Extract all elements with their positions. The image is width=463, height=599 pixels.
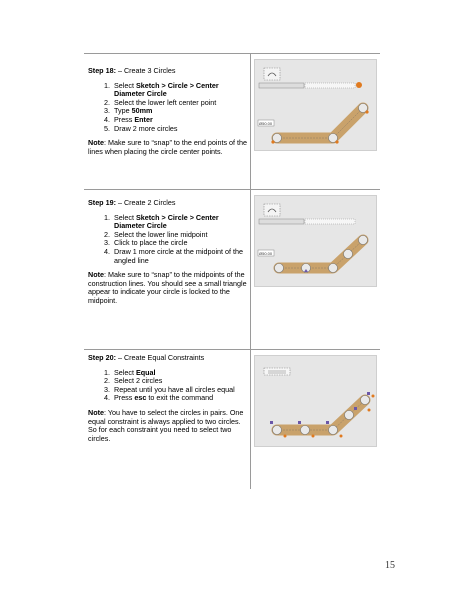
equal-tooltip: [264, 368, 290, 375]
step-item: 1. Select Sketch > Circle > Center Diameter Circle: [112, 82, 248, 99]
equal-constraint-icon: [326, 421, 329, 424]
snap-point: [365, 110, 368, 113]
step-item: 2. Select the lower left center point: [112, 99, 248, 108]
circle-2: [329, 426, 338, 435]
step-item: 4. Press esc to exit the command: [112, 394, 248, 403]
input-box: [259, 219, 304, 224]
snap-point: [284, 435, 287, 438]
step-18-note: Note: Make sure to “snap” to the end points of the lines when placing the circle center points.: [88, 138, 248, 156]
equal-constraint-icon: [298, 421, 301, 424]
circle-3: [359, 236, 368, 245]
snap-point: [271, 140, 274, 143]
snap-point: [312, 435, 315, 438]
table-border-top: [84, 53, 380, 54]
step-18-heading: Step 18: – Create 3 Circles: [88, 66, 176, 75]
step-item: 2. Select the lower line midpoint: [112, 231, 248, 240]
circle-midpoint-angled: [345, 411, 354, 420]
step-20-title: Step 20:: [88, 353, 116, 362]
step-18-title: Step 18:: [88, 66, 116, 75]
equal-constraint-icon: [367, 392, 370, 395]
step-19-screenshot: [254, 195, 377, 287]
step-19-list: [88, 214, 248, 266]
dimension-label: Ø50.00: [259, 121, 273, 126]
step-20-text: [88, 354, 248, 443]
step-20-screenshot: [254, 355, 377, 447]
step-item: 3. Type 50mm: [112, 107, 248, 116]
step-item: 5. Draw 2 more circles: [112, 125, 248, 134]
step-item: 4. Draw 1 more circle at the midpoint of the angled line: [112, 248, 248, 265]
command-icon: [264, 68, 280, 80]
step-item: 1. Select Equal: [112, 369, 248, 378]
step-18-text: [88, 67, 248, 156]
circle-midpoint-angled: [344, 250, 353, 259]
dimension-label: Ø50.00: [259, 251, 273, 256]
step-18-list: [88, 82, 248, 134]
step-item: 3. Click to place the circle: [112, 239, 248, 248]
snap-point: [372, 395, 375, 398]
table-divider-2: [84, 349, 380, 350]
step-19-title: Step 19:: [88, 198, 116, 207]
step-20-subtitle: Create Equal Constraints: [123, 353, 205, 362]
page-number: 15: [385, 560, 395, 571]
circle-1: [273, 426, 282, 435]
step-20-note: Note: You have to select the circles in pairs. One equal constraint is always applied to two circles. So for each constraint you need to select two circles.: [88, 407, 244, 443]
circle-1: [275, 264, 284, 273]
command-icon: [264, 204, 280, 216]
equal-constraint-icon: [354, 407, 357, 410]
tooltip-box: [305, 219, 355, 224]
step-20-heading: Step 20: – Create Equal Constraints: [88, 353, 205, 362]
step-18-subtitle: Create 3 Circles: [123, 66, 176, 75]
step-item: 1. Select Sketch > Circle > Center Diameter Circle: [112, 214, 248, 231]
table-column-divider: [250, 53, 251, 489]
step-20-list: [88, 369, 248, 403]
link-body: [277, 108, 363, 138]
snap-point: [340, 435, 343, 438]
equal-constraint-icon: [270, 421, 273, 424]
snap-point: [368, 409, 371, 412]
table-divider-1: [84, 189, 380, 190]
step-item: 4. Press Enter: [112, 116, 248, 125]
circle-3: [361, 396, 370, 405]
step-18-screenshot: [254, 59, 377, 151]
instruction-table: [84, 53, 380, 489]
step-19-note: Note: Make sure to “snap” to the midpoints of the construction lines. You should see a small triangle appear to indicate your circle is locked to the midpoint.: [88, 270, 247, 305]
step-item: 3. Repeat until you have all circles equal: [112, 386, 248, 395]
step-19-subtitle: Create 2 Circles: [123, 198, 176, 207]
step-19-text: [88, 199, 248, 306]
step-item: 2. Select 2 circles: [112, 377, 248, 386]
input-box: [259, 83, 304, 88]
snap-marker-icon: [356, 82, 362, 88]
circle-midpoint: [301, 426, 310, 435]
snap-point: [335, 140, 338, 143]
step-19-heading: Step 19: – Create 2 Circles: [88, 198, 176, 207]
circle-2: [329, 264, 338, 273]
tooltip-box: [305, 83, 355, 88]
